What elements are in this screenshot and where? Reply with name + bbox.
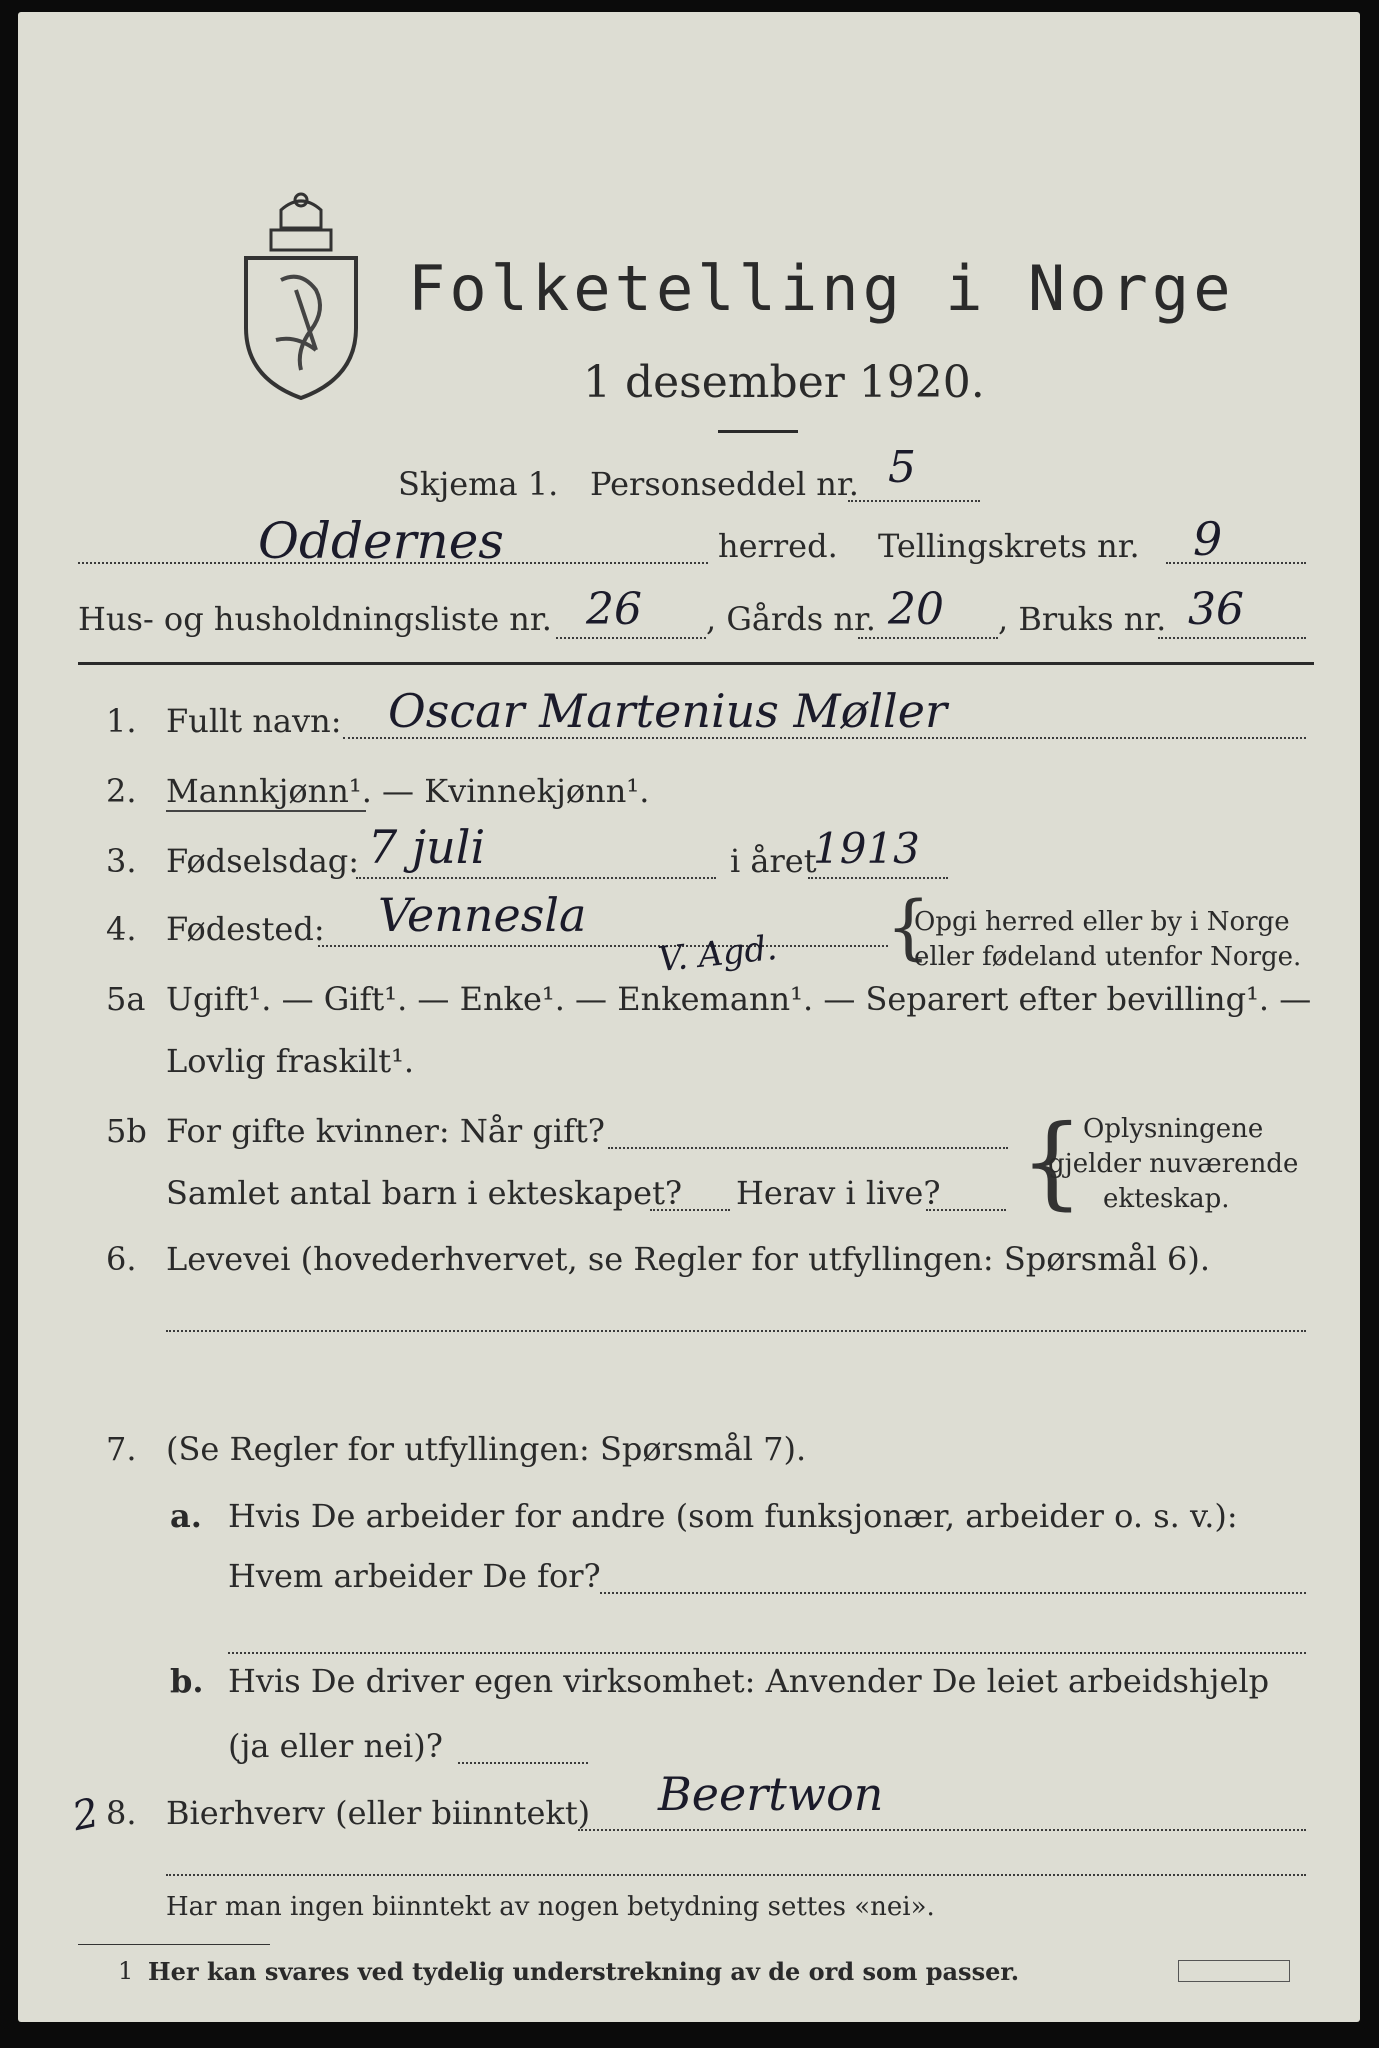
q1-number: 1. — [106, 702, 137, 740]
q6-line — [166, 1330, 1306, 1332]
q5b-label2: Samlet antal barn i ekteskapet? — [166, 1174, 683, 1212]
q8-value[interactable]: Beertwon — [658, 1767, 884, 1821]
q5b-note-line2: gjelder nuværende — [1048, 1149, 1299, 1179]
hus-label: Hus- og husholdningsliste nr. — [78, 600, 552, 638]
q5b-label3: Herav i live? — [736, 1174, 941, 1212]
q3-year-label: i året — [730, 842, 817, 880]
q7-label: (Se Regler for utfyllingen: Spørsmål 7). — [166, 1430, 807, 1468]
q5b-alive-line — [926, 1209, 1006, 1211]
gards-line — [858, 637, 998, 639]
q8-line — [578, 1829, 1306, 1831]
q1-label: Fullt navn: — [166, 702, 342, 740]
q3-line — [356, 877, 716, 879]
q5b-children-line — [650, 1209, 730, 1211]
footnote-divider — [78, 1944, 270, 1945]
q8-extra-line — [166, 1874, 1306, 1876]
q5b-married-line — [608, 1147, 1008, 1149]
personseddel-value[interactable]: 5 — [888, 442, 916, 493]
q5a-label: Ugift¹. — Gift¹. — Enke¹. — Enkemann¹. — Separert efter bevilling¹. — — [166, 980, 1312, 1018]
q3-label: Fødselsdag: — [166, 842, 360, 880]
bruks-line — [1158, 637, 1306, 639]
q7-number: 7. — [106, 1430, 137, 1468]
q5b-label1: For gifte kvinner: Når gift? — [166, 1112, 605, 1150]
printer-stamp — [1178, 1960, 1290, 1982]
q8-label: Bierhverv (eller biinntekt) — [166, 1794, 591, 1832]
q2-number: 2. — [106, 772, 137, 810]
q7b-letter: b. — [170, 1662, 204, 1700]
q7b-label: Hvis De driver egen virksomhet: Anvender De leiet arbeidshjelp — [228, 1662, 1270, 1700]
personseddel-label: Personseddel nr. — [590, 465, 859, 503]
personseddel-line — [848, 500, 980, 502]
q7a-extra-line — [228, 1652, 1306, 1654]
q4-note-line1: Opgi herred eller by i Norge — [914, 907, 1290, 937]
tellingskrets-value[interactable]: 9 — [1193, 512, 1223, 566]
q3-year-value[interactable]: 1913 — [813, 824, 920, 873]
hus-value[interactable]: 26 — [586, 584, 642, 635]
q4-note-bracket: { — [886, 886, 931, 968]
q7a-label-line2: Hvem arbeider De for? — [228, 1557, 601, 1595]
q5b-note-bracket: { — [1020, 1103, 1084, 1220]
q5a-number: 5a — [106, 980, 146, 1018]
q4-value-county[interactable]: V. Agd. — [656, 927, 779, 981]
q3-year-line — [808, 877, 948, 879]
q3-value[interactable]: 7 juli — [368, 820, 486, 874]
q7b-answer-line — [458, 1762, 588, 1764]
gards-label: , Gårds nr. — [706, 600, 876, 638]
q4-label: Fødested: — [166, 910, 325, 948]
header-divider — [78, 662, 1314, 665]
margin-mark: 2 — [68, 1789, 103, 1841]
q7b-label-line2: (ja eller nei)? — [228, 1727, 443, 1765]
q7a-label: Hvis De arbeider for andre (som funksjonær, arbeider o. s. v.): — [228, 1497, 1238, 1535]
census-form-sheet — [18, 12, 1360, 2022]
tellingskrets-label: Tellingskrets nr. — [878, 527, 1140, 565]
schema-label: Skjema 1. — [398, 465, 559, 503]
q4-note-line2: eller fødeland utenfor Norge. — [914, 942, 1302, 972]
q5b-number: 5b — [106, 1112, 147, 1150]
q5b-note-line1: Oplysningene — [1083, 1114, 1264, 1144]
q4-line — [318, 945, 888, 947]
q3-number: 3. — [106, 842, 137, 880]
title-divider — [718, 430, 798, 433]
form-date: 1 desember 1920. — [583, 357, 985, 408]
gards-value[interactable]: 20 — [888, 584, 944, 635]
q2-label: Mannkjønn¹. — Kvinnekjønn¹. — [166, 772, 650, 810]
q8-number: 8. — [106, 1794, 137, 1832]
hus-line — [556, 637, 706, 639]
q6-number: 6. — [106, 1240, 137, 1278]
q5b-note-line3: ekteskap. — [1103, 1184, 1230, 1214]
herred-value[interactable]: Oddernes — [258, 512, 504, 570]
q4-value[interactable]: Vennesla — [378, 888, 587, 942]
footnote-text: Her kan svares ved tydelig understrekning av de ord som passer. — [148, 1957, 1020, 1986]
q4-number: 4. — [106, 910, 137, 948]
tellingskrets-line — [1166, 562, 1306, 564]
form-title: Folketelling i Norge — [408, 252, 1235, 325]
q2-underline-mannkjonn — [166, 810, 366, 812]
q1-value[interactable]: Oscar Martenius Møller — [388, 684, 947, 738]
herred-label: herred. — [718, 527, 838, 565]
q7a-employer-line — [600, 1592, 1306, 1594]
q7a-letter: a. — [170, 1497, 202, 1535]
footer-note: Har man ingen biinntekt av nogen betydning settes «nei». — [166, 1892, 935, 1922]
q6-label: Levevei (hovederhvervet, se Regler for utfyllingen: Spørsmål 6). — [166, 1240, 1211, 1278]
bruks-label: , Bruks nr. — [998, 600, 1167, 638]
footnote-number: 1 — [118, 1957, 134, 1985]
q5a-label-line2: Lovlig fraskilt¹. — [166, 1042, 415, 1080]
norway-coat-of-arms-icon — [236, 190, 366, 400]
bruks-value[interactable]: 36 — [1188, 584, 1244, 635]
